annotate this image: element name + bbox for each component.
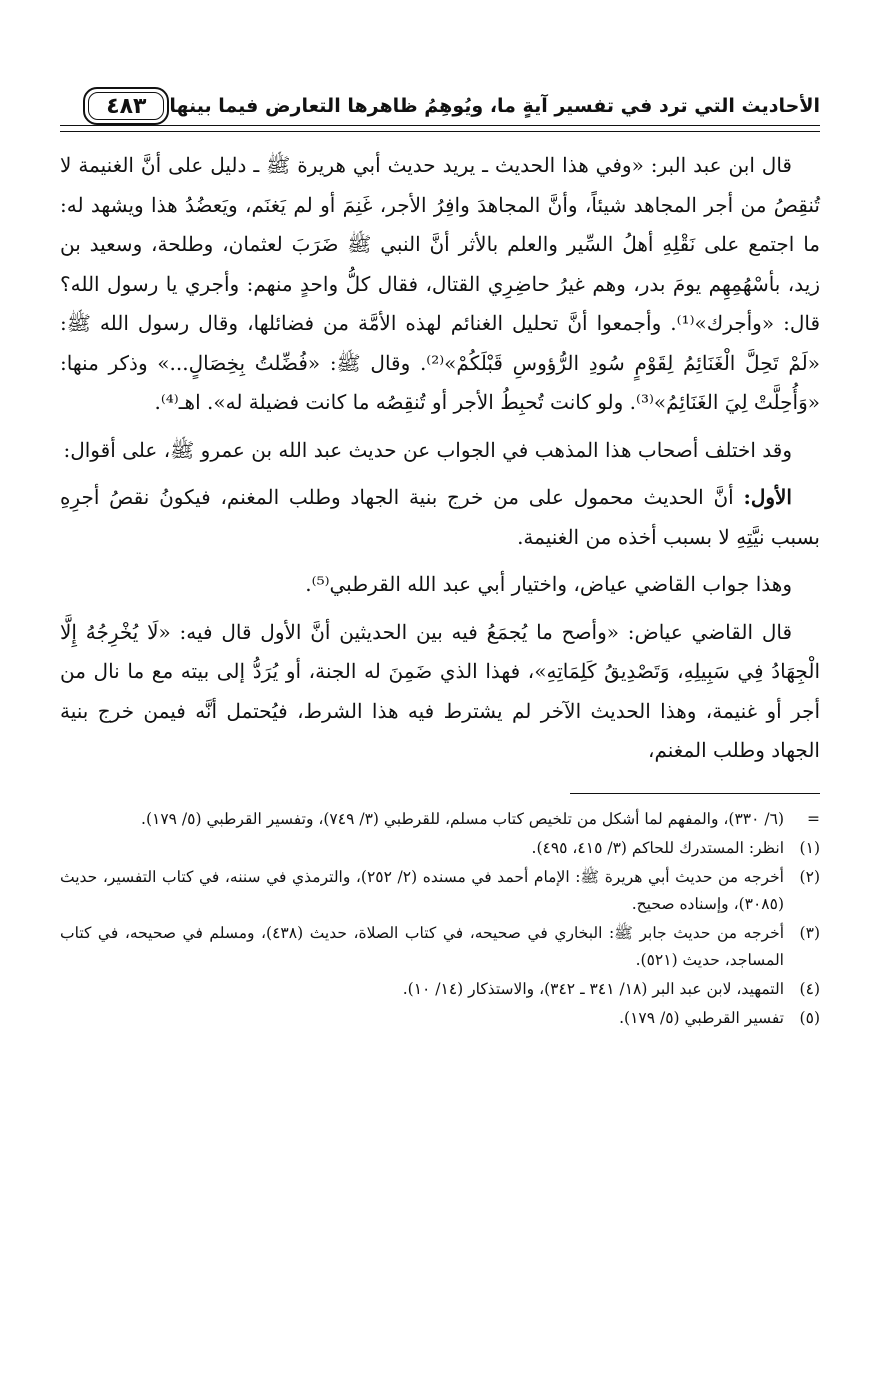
footnote-mark: (٥) [799,1008,820,1027]
footnote-text: التمهيد، لابن عبد البر (١٨/ ٣٤١ ـ ٣٤٢)، والاستذكار (١٤/ ١٠). [402,979,784,998]
paragraph-first-opinion [60,478,820,557]
page-header [60,80,820,132]
footnote-text: تفسير القرطبي (٥/ ١٧٩). [619,1008,784,1027]
paragraph-disagreement: وقد اختلف أصحاب هذا المذهب في الجواب عن حديث عبد الله بن عمرو ﷺ، على أقوال: [63,437,792,462]
footnote-text: انظر: المستدرك للحاكم (٣/ ٤١٥، ٤٩٥). [531,838,784,857]
footnote [60,920,820,974]
header-rule [60,125,820,132]
footnote-text: أخرجه من حديث أبي هريرة ﷺ: الإمام أحمد في مسنده (٢/ ٢٥٢)، والترمذي في سننه، في كتاب التفسير، حديث (٣٠٨٥)، وإسناده صحيح. [60,867,784,913]
footnote-mark: (١) [799,838,820,857]
footnote-rule [570,793,820,794]
footnote [60,864,820,918]
footnote-text: (٦/ ٣٣٠)، والمفهم لما أشكل من تلخيص كتاب مسلم، للقرطبي (٣/ ٧٤٩)، وتفسير القرطبي (٥/ ١٧٩). [141,809,784,828]
footnote-text: أخرجه من حديث جابر ﷺ: البخاري في صحيحه، في كتاب الصلاة، حديث (٤٣٨)، ومسلم في صحيحه، في كتاب المساجد، حديث (٥٢١). [60,923,785,969]
footnote [60,806,820,833]
paragraph-ibn-abd-al-barr: قال ابن عبد البر: «وفي هذا الحديث ـ يريد حديث أبي هريرة ﷺ ـ دليل على أنَّ الغنيمة لا تُنقِصُ من أجر المجاهد شيئاً، وأنَّ المجاهدَ وافِرُ الأجر، غَنِمَ أو لم يَغنَم، ويَعضُدُ هذا ويشهد له: ما اجتمع على نَقْلِهِ أهلُ السِّير والعلم بالأثر أنَّ النبي ﷺ ضَرَبَ لعثمان، وطلحة، وسعيد بن زيد، بأسْهُمِهِم يومَ بدر، وهم غيرُ حاضِرِي القتال، فقال كلُّ واحدٍ منهم: وأجري يا رسول الله؟ قال: «وأجرك»⁽¹⁾. وأجمعوا أنَّ تحليل الغنائم لهذه الأمَّة من فضائلها، وقال رسول الله ﷺ: «لَمْ تَحِلَّ الْغَنَائِمُ لِقَوْمٍ سُودِ الرُّؤوسِ قَبْلَكُمْ»⁽²⁾. وقال ﷺ: «فُضِّلتُ بِخِصَالٍ...» وذكر منها: «وَأُحِلَّتْ لِيَ الغَنَائِمُ»⁽³⁾. ولو كانت تُحبِطُ الأجر أو تُنقِصُه ما كانت فضيلة له». اهـ⁽⁴⁾. [60,153,820,414]
paragraph-qadi-iyad-quote: قال القاضي عياض: «وأصح ما يُجمَعُ فيه بين الحديثين أنَّ الأول قال فيه: «لَا يُخْرِجُهُ إِلَّا الْجِهَادُ فِي سَبِيلِهِ، وَتَصْدِيقُ كَلِمَاتِهِ»، فهذا الذي ضَمِنَ له الجنة، أو يُرَدُّ إلى بيته مع ما نال من أجر أو غنيمة، وهذا الحديث الآخر لم يشترط فيه هذا الشرط، فيُحتمل أنَّه فيمن خرج بنية الجهاد وطلب المغنم، [60,619,820,762]
main-text [60,146,820,771]
footnote [60,976,820,1003]
footnote-mark: = [807,809,820,828]
book-page [60,80,820,1340]
running-title: الأحاديث التي ترد في تفسير آيةٍ ما، ويُوهِمُ ظاهرها التعارض فيما بينها [169,95,820,117]
footnotes [60,806,820,1032]
footnote-mark: (٣) [799,923,820,942]
footnote-mark: (٢) [799,867,820,886]
page-number: ٤٨٣ [83,87,169,125]
footnote [60,835,820,862]
footnote [60,1005,820,1032]
first-opinion-text: أنَّ الحديث محمول على من خرج بنية الجهاد وطلب المغنم، فيكونُ نقصُ أجرِهِ بسبب نيَّتِهِ لا بسبب أخذه من الغنيمة. [60,485,820,549]
footnote-mark: (٤) [799,979,820,998]
paragraph-qadi-iyad-answer: وهذا جواب القاضي عياض، واختيار أبي عبد الله القرطبي⁽⁵⁾. [305,572,792,596]
first-opinion-label: الأول: [743,485,792,509]
